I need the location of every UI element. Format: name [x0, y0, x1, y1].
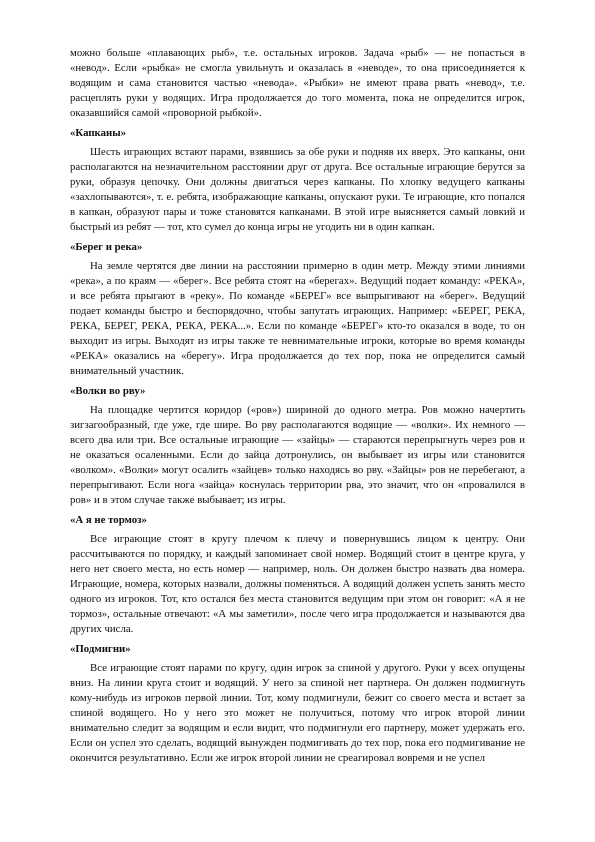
section-text: На площадке чертится коридор («ров») шириной до одного метра. Ров можно начертить зигзагообразный, где уже, где шире. Во рву располагаются водящие — «волки». Их немного — всего два или три. Все остальные играющие — «зайцы» — стараются перепрыгнуть через ров и не оказаться осаленными. Если до зайца дотронулись, он выбывает из игры или становится «волком». «Волки» могут осалить «зайцев» только находясь во рву. «Зайцы» ров не перебегают, а перепрыгивают. Если нога «зайца» коснулась территории рва, это значит, что он «провалился в ров» и в этом случае также выбывает; из игры. — [70, 404, 525, 506]
section-bereg-i-reka — [70, 240, 525, 379]
section-kapkany — [70, 126, 525, 235]
section-text: На земле чертятся две линии на расстоянии примерно в один метр. Между этими линиями «река», а по краям — «берег». Все ребята стоят на «берегах». Ведущий подает команду: «РЕКА», и все ребята прыгают в «реку». По команде «БЕРЕГ» все выпрыгивают на «берег». Ведущий подает команды быстро и беспорядочно, чтобы запутать играющих. Например: «БЕРЕГ, РЕКА, РЕКА, БЕРЕГ, РЕКА, РЕКА, РЕКА...». Если по команде «БЕРЕГ» кто-то оказался в воде, то он выходит из игры. Выходят из игры также те невнимательные игроки, которые во время команды «РЕКА» оказались на «берегу». Игра продолжается до тех пор, пока не определится самый внимательный участник. — [70, 260, 525, 377]
section-a-ya-ne-tormoz — [70, 513, 525, 637]
section-volki-vo-rvu — [70, 384, 525, 508]
section-text: Все играющие стоят парами по кругу, один игрок за спиной у другого. Руки у всех опущены вниз. На линии круга стоит и водящий. У него за спиной нет партнера. Он должен подмигнуть кому-нибудь из игроков первой линии. Тот, кому подмигнули, бежит со своего места и встает за спиной водящего. Но у него это может не получиться, потому что игрок второй линии внимательно следит за водящим и если видит, что подмигнули его партнеру, может удержать его. Если он успел это сделать, водящий вынужден подмигивать до тех пор, пока его подмигивание не окончится результативно. Если же игрок второй линии не среагировал вовремя и не успел — [70, 662, 525, 764]
section-title: «Подмигни» — [70, 643, 131, 655]
section-text: Все играющие стоят в кругу плечом к плечу и повернувшись лицом к центру. Они рассчитываются по порядку, и каждый запоминает свой номер. Водящий стоит в центре круга, у него нет своего места, но есть номер — например, ноль. Он должен быстро назвать два номера. Играющие, номера, которых назвали, должны поменяться. А водящий должен успеть занять место одного из игроков. Тот, кто остался без места становится ведущим при этом он говорит: «А я не тормоз», остальные отвечают: «А мы заметили», после чего игра продолжается и называются два других числа. — [70, 533, 525, 635]
section-title: «Берег и река» — [70, 241, 143, 253]
section-title: «Капканы» — [70, 127, 127, 139]
section-title: «А я не тормоз» — [70, 514, 147, 526]
intro-paragraph: можно больше «плавающих рыб», т.е. остальных игроков. Задача «рыб» — не попасться в «невод». Если «рыбка» не смогла увильнуть и оказалась в «неводе», то она присоединяется к водящим и сама становится частью «невода». «Рыбки» не имеют права рвать «невод», т.е. расцеплять руки у водящих. Игра продолжается до того момента, пока не определится игрок, оказавшийся самой «проворной рыбкой». — [70, 47, 525, 119]
section-title: «Волки во рву» — [70, 385, 146, 397]
section-podmigni — [70, 642, 525, 766]
section-text: Шесть играющих встают парами, взявшись за обе руки и подняв их вверх. Это капканы, они располагаются на незначительном расстоянии друг от друга. Все остальные играющие берутся за руки, образуя цепочку. Они должны двигаться через капканы. По хлопку ведущего капканы «захлопываются», т. е. ребята, изображающие капканы, опускают руки. Те играющие, кто попался в капкан, образуют пары и тоже становятся капканами. В этой игре выясняется самый ловкий и быстрый из ребят — тот, кто сумел до конца игры не угодить ни в один капкан. — [70, 146, 525, 233]
